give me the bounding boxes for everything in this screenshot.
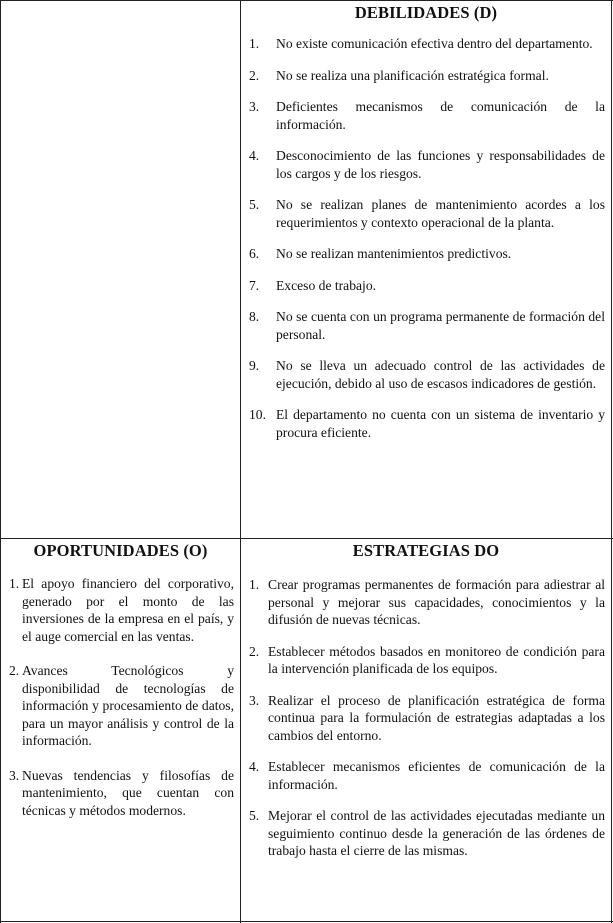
item-text: Crear programas permanentes de formación para adiestrar al personal y mejorar sus capacidades, conocimientos y la difusión de nuevas técnicas. <box>268 577 605 627</box>
item-text: Exceso de trabajo. <box>276 277 377 293</box>
estrategias-heading: ESTRATEGIAS DO <box>352 541 500 560</box>
item-number: 6. <box>249 246 260 261</box>
table-border-right <box>611 0 612 923</box>
item-text: El departamento no cuenta con un sistema de inventario y procura eficiente. <box>276 407 605 440</box>
item-number: 4. <box>249 759 260 774</box>
item-text: No existe comunicación efectiva dentro del departamento. <box>276 36 593 51</box>
item-text: Establecer mecanismos eficientes de comunicación de la información. <box>268 759 605 792</box>
list-item <box>249 576 611 629</box>
item-number: 2. <box>9 663 20 678</box>
item-text: Realizar el proceso de planificación estratégica de forma continua para la formulación de estrategias adaptadas a los cambios del entorno. <box>268 692 605 743</box>
item-text: No se cuenta con un programa permanente de formación del personal. <box>276 309 605 342</box>
list-item <box>249 147 611 182</box>
item-text: Nuevas tendencias y filosofías de mantenimiento, que cuentan con técnicas y métodos modernos. <box>22 767 234 818</box>
oportunidades-list <box>1 575 240 819</box>
item-text: Desconocimiento de las funciones y responsabilidades de los cargos y de los riesgos. <box>276 148 605 181</box>
debilidades-list <box>241 35 611 441</box>
item-number: 2. <box>249 67 260 83</box>
oportunidades-cell <box>1 539 240 921</box>
list-item <box>9 575 240 645</box>
item-number: 4. <box>249 148 260 163</box>
item-number: 3. <box>9 767 20 783</box>
item-number: 3. <box>249 99 260 114</box>
item-number: 7. <box>249 277 260 293</box>
item-text: Deficientes mecanismos de comunicación de la información. <box>276 99 605 132</box>
item-text: Avances Tecnológicos y disponibilidad de tecnologías de información y procesamiento de datos, para un mayor análisis y control de la información. <box>22 663 234 748</box>
list-item <box>249 98 611 133</box>
table-border-bottom <box>0 921 613 922</box>
list-item <box>249 308 611 343</box>
item-text: No se realizan mantenimientos predictivos. <box>276 246 512 261</box>
empty-cell <box>1 1 240 538</box>
list-item <box>249 643 611 678</box>
estrategias-list <box>241 576 611 860</box>
item-text: No se lleva un adecuado control de las actividades de ejecución, debido al uso de escasos indicadores de gestión. <box>276 358 605 391</box>
list-item <box>249 196 611 231</box>
item-text: El apoyo financiero del corporativo, generado por el monto de las inversiones de la empresa en el país, y el auge comercial en las ventas. <box>22 576 234 644</box>
list-item <box>249 758 611 793</box>
item-text: Mejorar el control de las actividades ejecutadas mediante un seguimiento continuo desde la generación de las órdenes de trabajo hasta el cierre de las mismas. <box>268 808 605 858</box>
list-item <box>249 35 611 53</box>
item-number: 1. <box>249 36 260 51</box>
list-item <box>9 662 240 750</box>
item-text: Establecer métodos basados en monitoreo de condición para la intervención planificada de los equipos. <box>268 643 605 676</box>
item-number: 5. <box>249 808 260 823</box>
list-item <box>9 767 240 820</box>
item-text: No se realiza una planificación estratégica formal. <box>276 67 549 83</box>
item-number: 10. <box>249 407 266 422</box>
item-number: 8. <box>249 309 260 324</box>
item-text: No se realizan planes de mantenimiento acordes a los requerimientos y contexto operacional de la planta. <box>276 197 605 230</box>
list-item <box>249 807 611 860</box>
oportunidades-heading: OPORTUNIDADES (O) <box>33 541 208 560</box>
list-item <box>249 357 611 392</box>
debilidades-cell <box>241 1 611 538</box>
list-item <box>249 245 611 263</box>
item-number: 1. <box>249 577 260 592</box>
list-item <box>249 277 611 295</box>
item-number: 5. <box>249 197 260 212</box>
list-item <box>249 406 611 441</box>
item-number: 1. <box>9 576 20 591</box>
item-number: 2. <box>249 643 260 659</box>
item-number: 9. <box>249 358 260 373</box>
debilidades-heading: DEBILIDADES (D) <box>354 3 498 22</box>
list-item <box>249 692 611 745</box>
list-item <box>249 67 611 85</box>
estrategias-cell <box>241 539 611 921</box>
item-number: 3. <box>249 692 260 708</box>
